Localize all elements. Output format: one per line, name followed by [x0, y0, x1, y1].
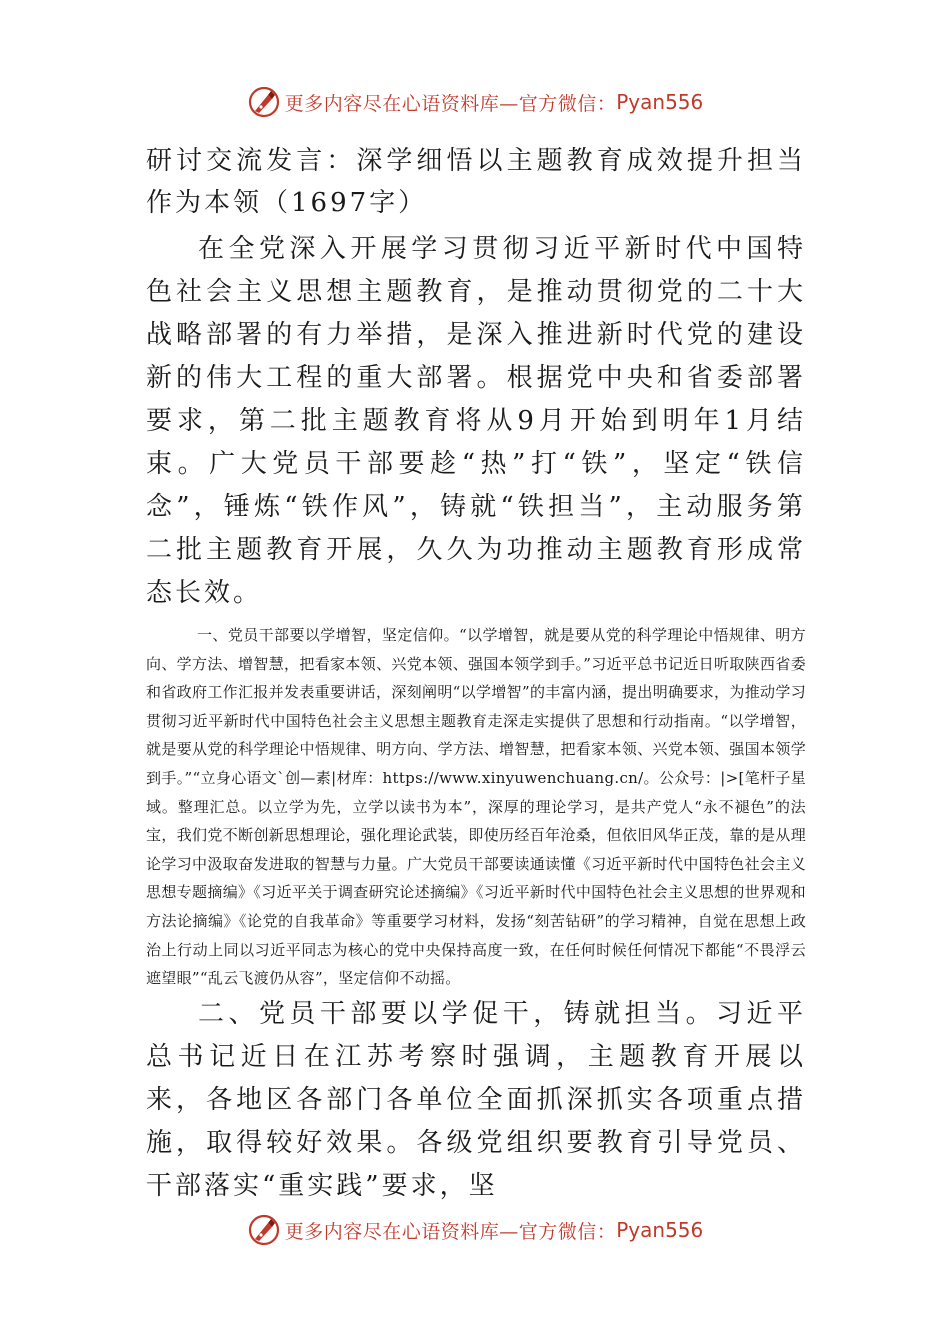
section-two-paragraph: 二、党员干部要以学促干，铸就担当。习近平总书记近日在江苏考察时强调，主题教育开展以来，各地区各部门各单位全面抓深抓实各项重点措施，取得较好效果。各级党组织要教育引导党员、干部落实“重实践”要求，坚: [146, 998, 806, 1201]
pen-nib-icon: [247, 85, 281, 119]
footer-watermark: [0, 1210, 950, 1250]
document-body: [146, 140, 806, 1208]
watermark-wechat-id: Pyan556: [616, 90, 704, 114]
watermark-text: 更多内容尽在心语资料库—官方微信：: [284, 1220, 617, 1243]
section-one-paragraph: 一、党员干部要以学增智，坚定信仰。“以学增智，就是要从党的科学理论中悟规律、明方向、学方法、增智慧，把看家本领、兴党本领、强国本领学到手。”习近平总书记近日听取陕西省委和省政府工作汇报并发表重要讲话，深刻阐明“以学增智”的丰富内涵，提出明确要求，为推动学习贯彻习近平新时代中国特色社会主义思想主题教育走深走实提供了思想和行动指南。“以学增智，就是要从党的科学理论中悟规律、明方向、学方法、增智慧，把看家本领、兴党本领、强国本领学到手。”“立身心语文`创—素|材库：https://www.xinyuwenchuang.cn/。公众号：|>[笔杆子星域。整理汇总。以立学为先，立学以读书为本”，深厚的理论学习，是共产党人“永不褪色”的法宝，我们党不断创新思想理论，强化理论武装，即使历经百年沧桑，但依旧风华正茂，靠的是从理论学习中汲取奋发进取的智慧与力量。广大党员干部要读通读懂《习近平新时代中国特色社会主义思想专题摘编》《习近平关于调查研究论述摘编》《习近平新时代中国特色社会主义思想的世界观和方法论摘编》《论党的自我革命》等重要学习材料，发扬“刻苦钻研”的学习精神，自觉在思想上政治上行动上同以习近平同志为核心的党中央保持高度一致，在任何时候任何情况下都能“不畏浮云遮望眼”“乱云飞渡仍从容”，坚定信仰不动摇。: [146, 626, 806, 988]
intro-paragraph: 在全党深入开展学习贯彻习近平新时代中国特色社会主义思想主题教育，是推动贯彻党的二十大战略部署的有力举措，是深入推进新时代党的建设新的伟大工程的重大部署。根据党中央和省委部署要求，第二批主题教育将从9月开始到明年1月结束。广大党员干部要趁“热”打“铁”，坚定“铁信念”，锤炼“铁作风”，铸就“铁担当”，主动服务第二批主题教育开展，久久为功推动主题教育形成常态长效。: [146, 234, 806, 608]
watermark-wechat-id: Pyan556: [616, 1218, 704, 1242]
header-watermark: [0, 82, 950, 122]
pen-nib-icon: [247, 1213, 281, 1247]
watermark-text: 更多内容尽在心语资料库—官方微信：: [284, 92, 617, 115]
document-title: 研讨交流发言：深学细悟以主题教育成效提升担当作为本领（1697字）: [146, 146, 806, 218]
